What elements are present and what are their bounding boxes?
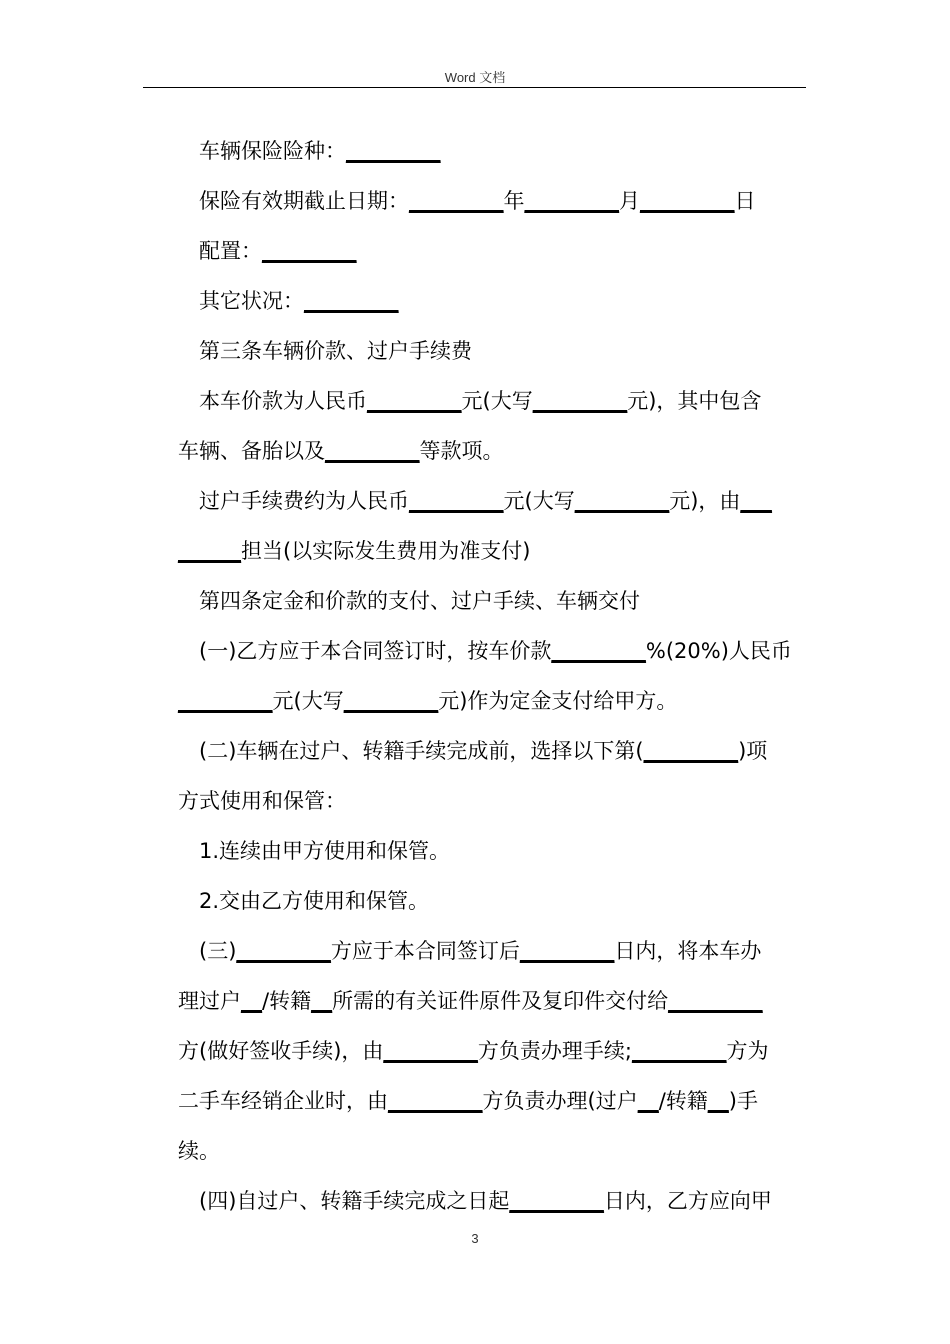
- year-blank[interactable]: _________: [409, 189, 504, 213]
- text: 元(大写: [272, 689, 344, 713]
- documents-line-cont-1: [0, 986, 950, 1016]
- text: 日内，将本车办: [614, 939, 762, 963]
- text: )手: [728, 1089, 758, 1113]
- month-blank[interactable]: _________: [524, 189, 619, 213]
- text: 元)，其中包含: [627, 389, 762, 413]
- text: 方式使用和保管：: [178, 789, 346, 813]
- day-label: 日: [734, 189, 756, 213]
- deposit-words-blank[interactable]: _________: [343, 689, 439, 713]
- month-label: 月: [619, 189, 640, 213]
- text: 日内，乙方应向甲: [603, 1189, 772, 1213]
- text: 1.连续由甲方使用和保管。: [199, 839, 451, 863]
- dealer-handler-blank[interactable]: _________: [388, 1089, 483, 1113]
- documents-line: [0, 936, 950, 966]
- dealer-party-blank[interactable]: _________: [631, 1039, 727, 1063]
- insurance-type-blank[interactable]: _________: [346, 139, 441, 163]
- text: 元)，由: [669, 489, 741, 513]
- text: (四)自过户、转籍手续完成之日起: [199, 1189, 510, 1213]
- text: 续。: [178, 1139, 220, 1163]
- transfer-fee-line-cont: [0, 536, 950, 566]
- custody-option-1: [0, 836, 950, 866]
- text: %(20%)人民币: [645, 639, 792, 663]
- custody-option-2: [0, 886, 950, 916]
- label: 车辆保险险种：: [199, 139, 346, 163]
- text: 方负责办理(过户: [482, 1089, 638, 1113]
- custody-line-cont: [0, 786, 950, 816]
- text: 理过户: [178, 989, 241, 1013]
- text: 等款项。: [419, 439, 504, 463]
- price-line: [0, 386, 950, 416]
- delivery-line: [0, 1186, 950, 1216]
- text: /转籍: [262, 989, 312, 1013]
- heading-text: 第三条车辆价款、过户手续费: [199, 339, 472, 363]
- relocation-check-blank[interactable]: __: [311, 989, 333, 1013]
- heading-text: 第四条定金和价款的支付、过户手续、车辆交付: [199, 589, 640, 613]
- fee-words-blank[interactable]: _________: [574, 489, 670, 513]
- transfer-check-blank-2[interactable]: __: [637, 1089, 659, 1113]
- text: 元)作为定金支付给甲方。: [438, 689, 678, 713]
- text: /转籍: [658, 1089, 708, 1113]
- text: (三): [199, 939, 237, 963]
- label: 保险有效期截止日期：: [199, 189, 409, 213]
- text: 过户手续费约为人民币: [199, 489, 409, 513]
- text: (二)车辆在过户、转籍手续完成前，选择以下第(: [199, 739, 644, 763]
- fee-payer-blank-part2[interactable]: ______: [178, 539, 241, 563]
- article-3-heading: [0, 336, 950, 366]
- price-items-line: [0, 436, 950, 466]
- text: (一)乙方应于本合同签订时，按车价款: [199, 639, 552, 663]
- delivery-days-blank[interactable]: _________: [509, 1189, 604, 1213]
- text: 元(大写: [503, 489, 575, 513]
- days-blank[interactable]: _________: [519, 939, 615, 963]
- text: 本车价款为人民币: [199, 389, 367, 413]
- documents-line-cont-3: [0, 1086, 950, 1116]
- page-number: 3: [471, 1231, 479, 1246]
- article-4-heading: [0, 586, 950, 616]
- text: 方(做好签收手续)，由: [178, 1039, 384, 1063]
- label: 配置：: [199, 239, 262, 263]
- day-blank[interactable]: _________: [640, 189, 735, 213]
- other-status-blank[interactable]: _________: [304, 289, 399, 313]
- fee-payer-blank-part1[interactable]: ___: [740, 489, 772, 513]
- text: 车辆、备胎以及: [178, 439, 325, 463]
- other-status-line: [0, 286, 950, 316]
- items-blank[interactable]: _________: [325, 439, 420, 463]
- deposit-percent-blank[interactable]: _________: [551, 639, 646, 663]
- text: 二手车经销企业时，由: [178, 1089, 388, 1113]
- text: 方为: [726, 1039, 769, 1063]
- recipient-blank[interactable]: _________: [668, 989, 763, 1013]
- text: 担当(以实际发生费用为准支付): [241, 539, 531, 563]
- documents-line-cont-2: [0, 1036, 950, 1066]
- price-blank[interactable]: _________: [367, 389, 462, 413]
- insurance-type-line: [0, 136, 950, 166]
- price-words-blank[interactable]: _________: [532, 389, 628, 413]
- deposit-line-cont: [0, 686, 950, 716]
- text: 2.交由乙方使用和保管。: [199, 889, 430, 913]
- text: 所需的有关证件原件及复印件交付给: [332, 989, 669, 1013]
- year-label: 年: [503, 189, 525, 213]
- text: 元(大写: [461, 389, 533, 413]
- insurance-expiry-line: [0, 186, 950, 216]
- relocation-check-blank-2[interactable]: __: [707, 1089, 729, 1113]
- page-header: Word 文档: [444, 70, 506, 85]
- custody-option-blank[interactable]: _________: [643, 739, 739, 763]
- documents-line-cont-4: [0, 1136, 950, 1166]
- text: 方应于本合同签订后: [330, 939, 520, 963]
- transfer-fee-line: [0, 486, 950, 516]
- label: 其它状况：: [199, 289, 304, 313]
- transfer-check-blank[interactable]: __: [241, 989, 262, 1013]
- handler-blank[interactable]: _________: [383, 1039, 478, 1063]
- text: )项: [738, 739, 768, 763]
- fee-blank[interactable]: _________: [409, 489, 504, 513]
- configuration-blank[interactable]: _________: [262, 239, 357, 263]
- deposit-amount-blank[interactable]: _________: [178, 689, 273, 713]
- party-blank[interactable]: _________: [236, 939, 331, 963]
- deposit-line: [0, 636, 950, 666]
- header-divider: [143, 87, 806, 88]
- custody-line: [0, 736, 950, 766]
- text: 方负责办理手续;: [477, 1039, 632, 1063]
- configuration-line: [0, 236, 950, 266]
